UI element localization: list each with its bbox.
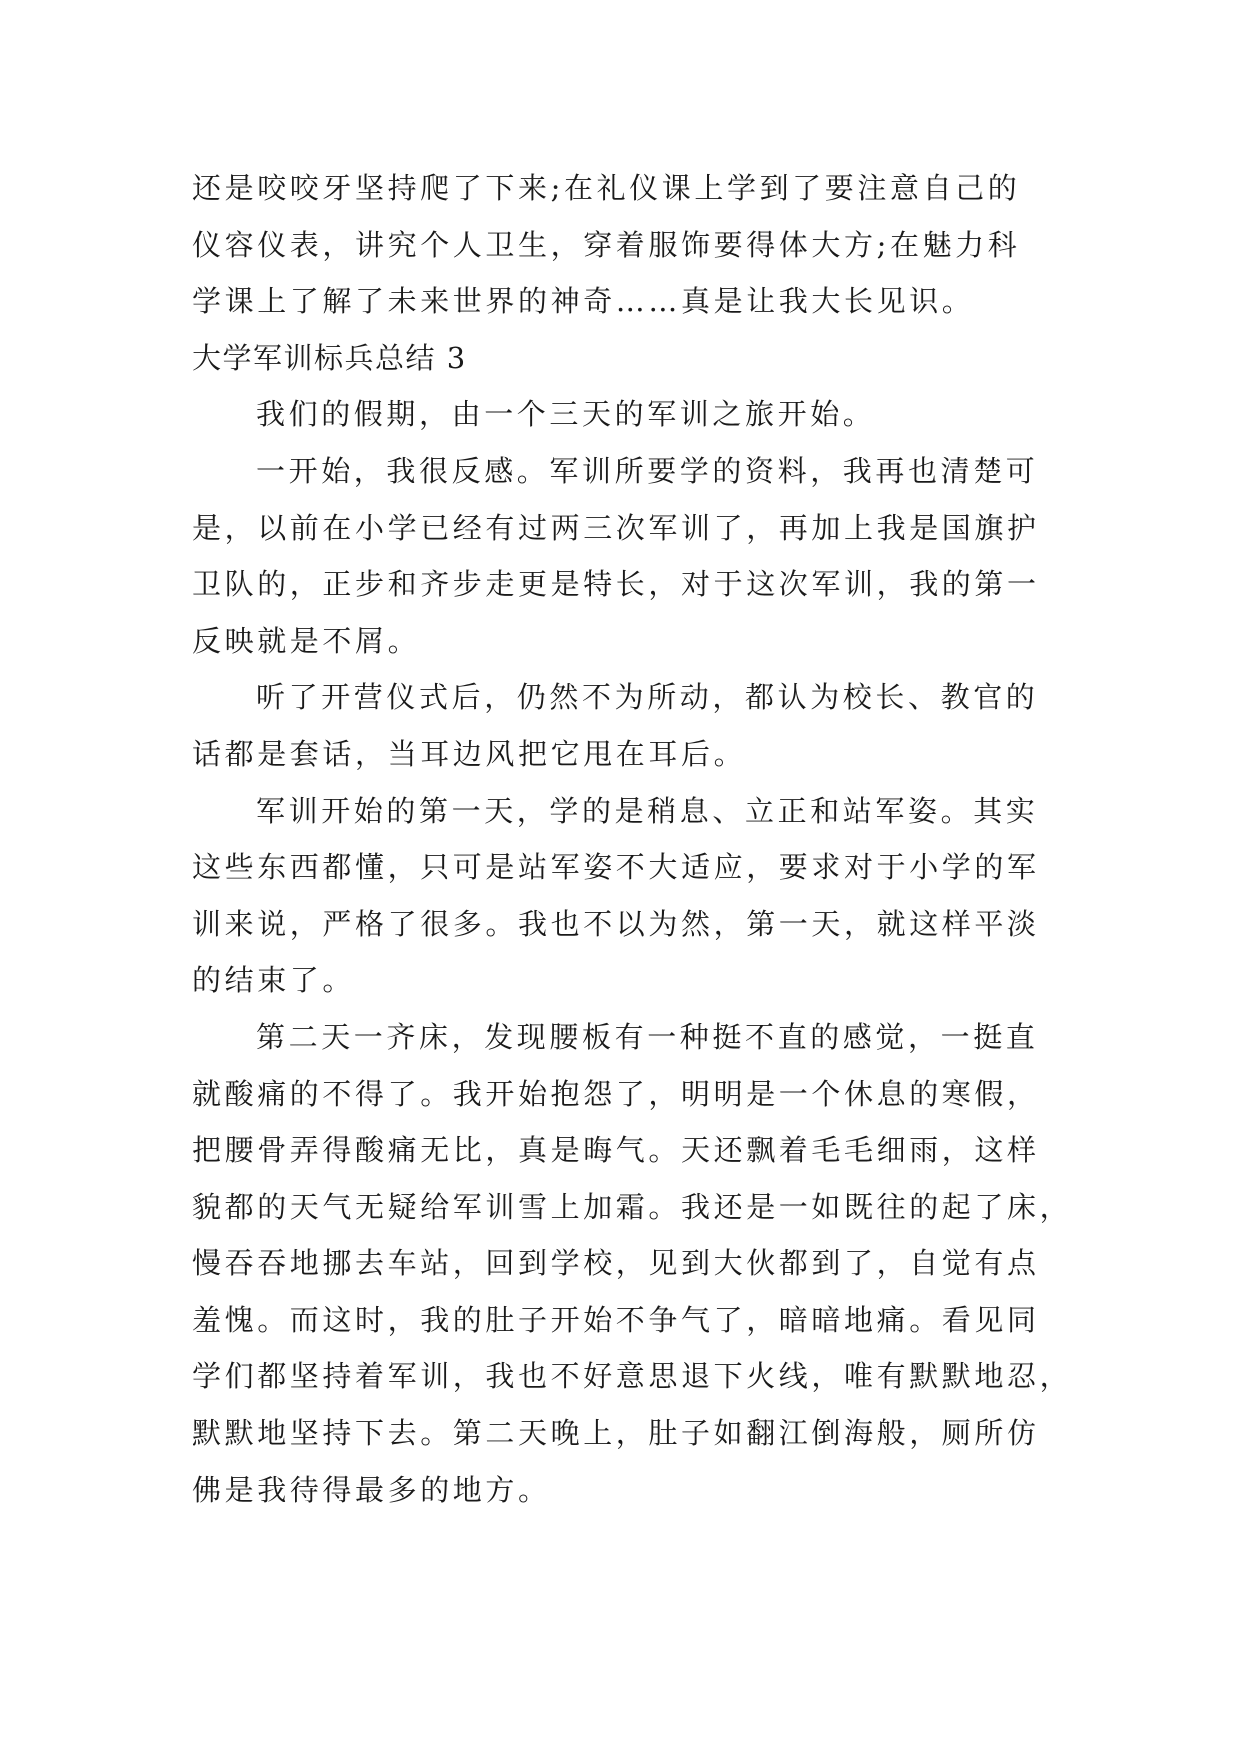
paragraph-line: 话都是套话，当耳边风把它甩在耳后。 <box>192 736 747 771</box>
paragraph-line: 第二天一齐床，发现腰板有一种挺不直的感觉，一挺直 <box>256 1019 1039 1054</box>
paragraph-line: 卫队的，正步和齐步走更是特长，对于这次军训，我的第一 <box>192 567 1040 602</box>
paragraph-line: 训来说，严格了很多。我也不以为然，第一天，就这样平淡 <box>192 906 1040 941</box>
paragraph-line: 学们都坚持着军训，我也不好意思退下火线，唯有默默地忍， <box>192 1359 1073 1394</box>
paragraph-line: 反映就是不屑。 <box>192 623 421 658</box>
paragraph-line: 貌都的天气无疑给军训雪上加霜。我还是一如既往的起了床， <box>192 1189 1073 1224</box>
paragraph-line: 是，以前在小学已经有过两三次军训了，再加上我是国旗护 <box>192 510 1040 545</box>
paragraph-line: 默默地坚持下去。第二天晚上，肚子如翻江倒海般，厕所仿 <box>192 1416 1040 1451</box>
document-body <box>192 160 1073 1518</box>
paragraph-line: 这些东西都懂，只可是站军姿不大适应，要求对于小学的军 <box>192 850 1040 885</box>
text-line: 仪容仪表，讲究个人卫生，穿着服饰要得体大方;在魅力科 <box>192 227 1021 262</box>
paragraph-line: 军训开始的第一天，学的是稍息、立正和站军姿。其实 <box>256 793 1039 828</box>
paragraph-line: 就酸痛的不得了。我开始抱怨了，明明是一个休息的寒假， <box>192 1076 1040 1111</box>
section-title: 大学军训标兵总结 3 <box>192 340 467 375</box>
paragraph-line: 的结束了。 <box>192 963 356 998</box>
paragraph-line: 听了开营仪式后，仍然不为所动，都认为校长、教官的 <box>256 680 1039 715</box>
text-line: 学课上了解了未来世界的神奇……真是让我大长见识。 <box>192 284 975 319</box>
text-line: 还是咬咬牙坚持爬了下来;在礼仪课上学到了要注意自己的 <box>192 171 1021 205</box>
paragraph-line: 羞愧。而这时，我的肚子开始不争气了，暗暗地痛。看见同 <box>192 1302 1040 1337</box>
paragraph-line: 一开始，我很反感。军训所要学的资料，我再也清楚可 <box>256 453 1039 488</box>
paragraph-line: 慢吞吞地挪去车站，回到学校，见到大伙都到了，自觉有点 <box>192 1246 1040 1281</box>
paragraph-line: 把腰骨弄得酸痛无比，真是晦气。天还飘着毛毛细雨，这样 <box>192 1133 1040 1168</box>
paragraph-line: 我们的假期，由一个三天的军训之旅开始。 <box>256 397 876 432</box>
paragraph-line: 佛是我待得最多的地方。 <box>192 1472 551 1507</box>
